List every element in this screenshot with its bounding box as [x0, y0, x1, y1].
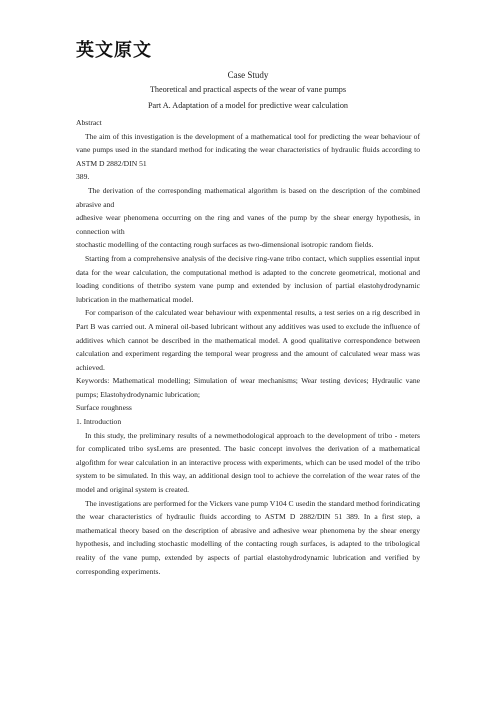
part-a-title: Part A. Adaptation of a model for predictive wear calculation — [147, 101, 349, 110]
document-heading: 英文原文 — [76, 40, 152, 61]
section-introduction-heading: 1. Introduction — [76, 417, 122, 427]
introduction-paragraph-1: In this study, the preliminary results of a newmethodological approach to the development of tribo - meters for complicated tribo sysLems are presented. The basic concept involves the derivation of a mathematical algofithm for wear calculation in an interactive process with experiments, which can be used model of the tribo system to be simulated. In this way, an additional design tool to achieve the correlation of the wear rates of the model and original system is created. — [76, 430, 420, 495]
abstract-paragraph-2-end: stochastic modelling of the contacting rough surfaces as two-dimensional isotropic random fields. — [76, 240, 374, 250]
abstract-paragraph-3: Starting from a comprehensive analysis of the decisive ring-vane tribo contact, which supplies essential input data for the wear calculation, the computational method is adapted to the concrete geometrical, motional and loading conditions of thetribo system vane pump and extended by inclusion of partial elastohydrodynamic lubrication in the mathematical model. — [76, 253, 420, 304]
abstract-paragraph-1-end: 389. — [76, 172, 90, 182]
introduction-paragraph-2: The investigations are performed for the Vickers vane pump V104 C usedin the standard method forindicating the wear characteristics of hydraulic fluids according to ASTM D 2882/DIN 51 389. In a first step, a mathematical theory based on the description of abrasive and adhesive wear phenomena by the shear energy hypothesis, and including stochastic modelling of the contacting rough surfaces, is adapted to the tribological reality of the vane pump, extended by aspects of partial elastohydrodynamic lubrication and verified by corresponding experiments. — [76, 498, 420, 576]
abstract-paragraph-2: The derivation of the corresponding mathematical algorithm is based on the description of the combined abrasive and — [76, 185, 420, 209]
abstract-label: Abstract — [76, 118, 102, 127]
paper-title: Theoretical and practical aspects of the wear of vane pumps — [149, 85, 347, 94]
keywords: Keywords: Mathematical modelling; Simulation of wear mechanisms; Wear testing devices; Hydraulic vane pumps; Elastohydrodynamic lubrication; — [76, 376, 420, 399]
case-study-label: Case Study — [227, 70, 269, 80]
keywords-cont: Surface roughness — [76, 403, 132, 413]
abstract-paragraph-1: The aim of this investigation is the development of a mathematical tool for predicting the wear behaviour of vane pumps used in the standard method for indicating the wear characteristics of hydraulic fluids according to ASTM D 2882/DIN 51 — [76, 131, 420, 168]
abstract-paragraph-2-cont: adhesive wear phenomena occurring on the ring and vanes of the pump by the shear energy hypothesis, in connection with — [76, 213, 420, 236]
abstract-paragraph-4: For comparison of the calculated wear behaviour with expenmental results, a test series on a rig described in Part B was carried out. A mineral oil-based lubricant without any additives was used to exclude the influence of additives which cannot be described in the mathematical model. A good qualitative correspondence between calculation and experiment regarding the temporal wear progress and the amount of calculated wear mass was achieved. — [76, 308, 420, 372]
document-body — [76, 116, 420, 578]
